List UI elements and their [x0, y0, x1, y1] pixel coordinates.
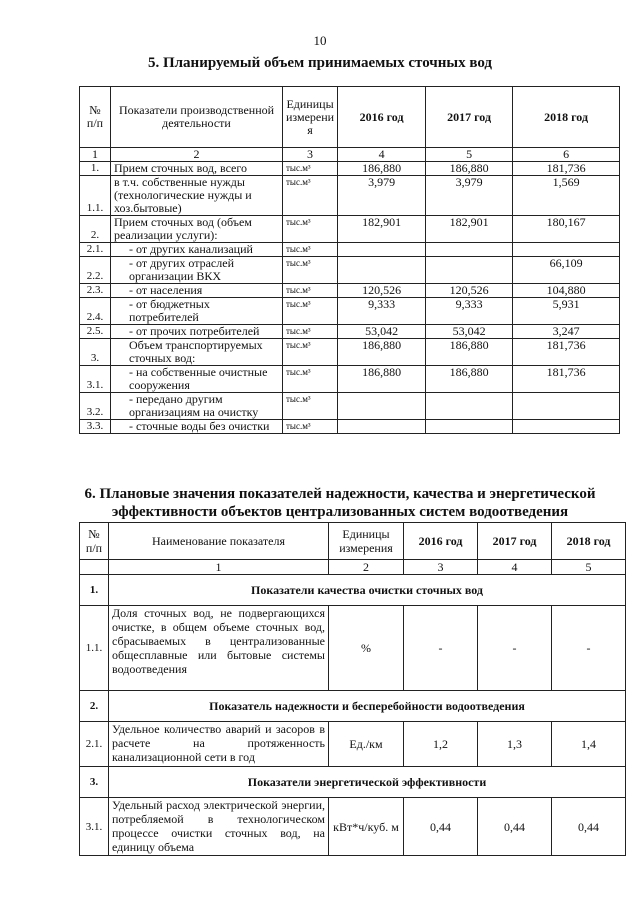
section-row: [80, 575, 626, 606]
value-2017: 1,3: [478, 722, 552, 767]
table-row: [80, 284, 620, 298]
col-2017-header: 2017 год: [478, 523, 552, 560]
value-2017: 0,44: [478, 798, 552, 856]
table-row: [80, 325, 620, 339]
value-2018: 3,247: [513, 325, 620, 339]
col-2016-header: 2016 год: [404, 523, 478, 560]
column-number: 5: [552, 560, 626, 575]
table-row: [80, 798, 626, 856]
row-number: 2.4.: [80, 298, 111, 325]
row-number: 2.5.: [80, 325, 111, 339]
column-numbers-row: [80, 148, 620, 162]
col-indicator-header: Наименование показателя: [109, 523, 329, 560]
col-num-header: № п/п: [80, 523, 109, 560]
value-2017: 186,880: [426, 162, 513, 176]
value-2016: 1,2: [404, 722, 478, 767]
value-2016: [338, 393, 426, 420]
value-2016: 0,44: [404, 798, 478, 856]
header-row: [80, 87, 620, 148]
row-number: 2.1.: [80, 243, 111, 257]
row-name: - от прочих потребителей: [111, 325, 283, 339]
section-row: [80, 767, 626, 798]
value-2016: -: [404, 606, 478, 691]
value-2016: 9,333: [338, 298, 426, 325]
row-unit: %: [329, 606, 404, 691]
table-row: [80, 366, 620, 393]
column-number: 1: [80, 148, 111, 162]
row-number: 3.3.: [80, 420, 111, 434]
row-name: - сточные воды без очистки: [111, 420, 283, 434]
table-row: [80, 216, 620, 243]
value-2017: [426, 257, 513, 284]
value-2016: [338, 243, 426, 257]
row-name: - от других канализаций: [111, 243, 283, 257]
row-name: Доля сточных вод, не подвергающихся очистке, в общем объеме сточных вод, сбрасываемых в централизованные общесплавные или бытовые системы водоотведения: [109, 606, 329, 691]
value-2017: [426, 393, 513, 420]
column-number: 2: [329, 560, 404, 575]
col-indicator-header: Показатели производственной деятельности: [111, 87, 283, 148]
table-row: [80, 257, 620, 284]
value-2017: 186,880: [426, 366, 513, 393]
row-unit: тыс.м³: [283, 420, 338, 434]
value-2018: 181,736: [513, 162, 620, 176]
value-2016: [338, 257, 426, 284]
value-2018: [513, 243, 620, 257]
col-2016-header: 2016 год: [338, 87, 426, 148]
value-2018: 181,736: [513, 339, 620, 366]
row-number: 2.1.: [80, 722, 109, 767]
value-2016: 120,526: [338, 284, 426, 298]
column-number-empty: [80, 560, 109, 575]
table-row: [80, 176, 620, 216]
table-row: [80, 339, 620, 366]
value-2017: [426, 420, 513, 434]
column-number: 2: [111, 148, 283, 162]
row-number: 1.1.: [80, 606, 109, 691]
wastewater-volume-table: [79, 86, 620, 434]
row-number: 2.: [80, 216, 111, 243]
column-number: 3: [404, 560, 478, 575]
value-2017: -: [478, 606, 552, 691]
row-number: 3.2.: [80, 393, 111, 420]
value-2016: 3,979: [338, 176, 426, 216]
table-row: [80, 298, 620, 325]
col-2018-header: 2018 год: [513, 87, 620, 148]
value-2017: 120,526: [426, 284, 513, 298]
table-row: [80, 243, 620, 257]
table-row: [80, 162, 620, 176]
value-2018: 0,44: [552, 798, 626, 856]
col-2017-header: 2017 год: [426, 87, 513, 148]
row-name: - на собственные очистные сооружения: [111, 366, 283, 393]
row-number: 2.2.: [80, 257, 111, 284]
col-unit-header: Единицы измерени я: [283, 87, 338, 148]
column-number: 4: [338, 148, 426, 162]
value-2017: 182,901: [426, 216, 513, 243]
section-heading: Показатель надежности и бесперебойности водоотведения: [109, 691, 626, 722]
row-unit: тыс.м³: [283, 393, 338, 420]
row-name: Удельный расход электрической энергии, потребляемой в технологическом процессе очистки сточных вод, на единицу объема: [109, 798, 329, 856]
value-2018: [513, 420, 620, 434]
section-heading: Показатели энергетической эффективности: [109, 767, 626, 798]
col-2018-header: 2018 год: [552, 523, 626, 560]
value-2018: -: [552, 606, 626, 691]
row-number: 2.3.: [80, 284, 111, 298]
row-number: 3.: [80, 339, 111, 366]
row-name: - от бюджетных потребителей: [111, 298, 283, 325]
row-unit: тыс.м³: [283, 162, 338, 176]
value-2018: 104,880: [513, 284, 620, 298]
reliability-indicators-table: [79, 522, 626, 856]
table-row: [80, 606, 626, 691]
column-number: 6: [513, 148, 620, 162]
column-number: 3: [283, 148, 338, 162]
column-numbers-row: [80, 560, 626, 575]
page-number: 10: [313, 33, 327, 48]
row-unit: тыс.м³: [283, 216, 338, 243]
value-2016: 186,880: [338, 339, 426, 366]
value-2018: 180,167: [513, 216, 620, 243]
value-2018: 1,569: [513, 176, 620, 216]
value-2016: 53,042: [338, 325, 426, 339]
row-name: - от других отраслей организации ВКХ: [111, 257, 283, 284]
row-unit: тыс.м³: [283, 325, 338, 339]
column-number: 4: [478, 560, 552, 575]
row-unit: тыс.м³: [283, 176, 338, 216]
col-num-header: № п/п: [80, 87, 111, 148]
row-unit: тыс.м³: [283, 243, 338, 257]
value-2018: 181,736: [513, 366, 620, 393]
row-name: в т.ч. собственные нужды (технологические нужды и хоз.бытовые): [111, 176, 283, 216]
row-unit: тыс.м³: [283, 257, 338, 284]
column-number: 5: [426, 148, 513, 162]
value-2017: 53,042: [426, 325, 513, 339]
row-name: Удельное количество аварий и засоров в расчете на протяженность канализационной сети в год: [109, 722, 329, 767]
value-2017: 186,880: [426, 339, 513, 366]
col-unit-header: Единицы измерения: [329, 523, 404, 560]
row-number: 3.1.: [80, 798, 109, 856]
row-number: 3.1.: [80, 366, 111, 393]
row-name: Прием сточных вод (объем реализации услуги):: [111, 216, 283, 243]
row-unit: тыс.м³: [283, 339, 338, 366]
table-row: [80, 393, 620, 420]
column-number: 1: [109, 560, 329, 575]
row-unit: тыс.м³: [283, 298, 338, 325]
row-number: 1.: [80, 162, 111, 176]
value-2018: [513, 393, 620, 420]
row-unit: кВт*ч/куб. м: [329, 798, 404, 856]
row-name: Прием сточных вод, всего: [111, 162, 283, 176]
section-number: 3.: [80, 767, 109, 798]
row-unit: тыс.м³: [283, 284, 338, 298]
value-2016: 186,880: [338, 162, 426, 176]
row-unit: Ед./км: [329, 722, 404, 767]
value-2016: 182,901: [338, 216, 426, 243]
row-name: - от населения: [111, 284, 283, 298]
row-name: Объем транспортируемых сточных вод:: [111, 339, 283, 366]
value-2017: 9,333: [426, 298, 513, 325]
section-heading: Показатели качества очистки сточных вод: [109, 575, 626, 606]
section-5-title: 5. Планируемый объем принимаемых сточных вод: [147, 55, 493, 71]
row-name: - передано другим организациям на очистку: [111, 393, 283, 420]
value-2017: 3,979: [426, 176, 513, 216]
value-2018: 1,4: [552, 722, 626, 767]
value-2018: 5,931: [513, 298, 620, 325]
header-row: [80, 523, 626, 560]
row-unit: тыс.м³: [283, 366, 338, 393]
table-row: [80, 420, 620, 434]
value-2018: 66,109: [513, 257, 620, 284]
section-number: 2.: [80, 691, 109, 722]
value-2017: [426, 243, 513, 257]
section-number: 1.: [80, 575, 109, 606]
value-2016: [338, 420, 426, 434]
row-number: 1.1.: [80, 176, 111, 216]
value-2016: 186,880: [338, 366, 426, 393]
table-row: [80, 722, 626, 767]
section-row: [80, 691, 626, 722]
section-6-title: 6. Плановые значения показателей надежности, качества и энергетической эффективности объектов централизованных систем водоотведения: [84, 486, 596, 520]
